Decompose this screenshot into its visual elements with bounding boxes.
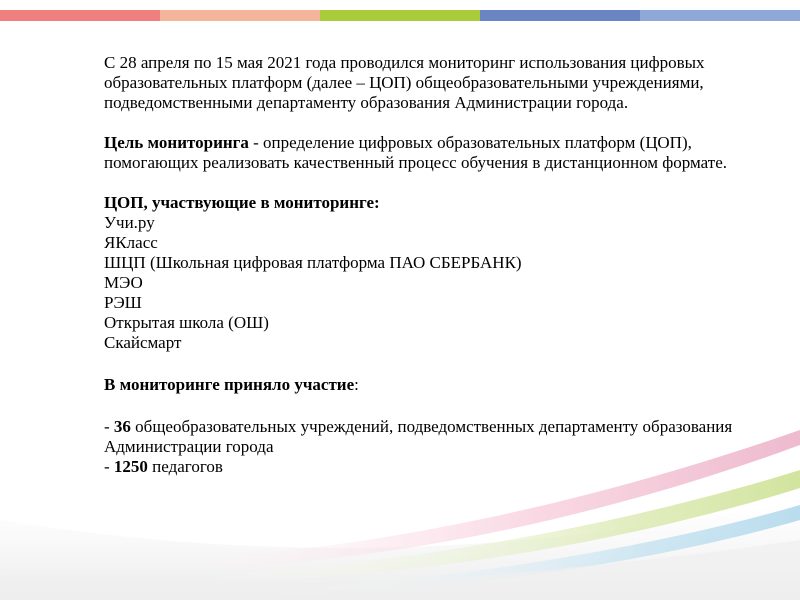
participation-item: - 36 общеобразовательных учреждений, подведомственных департаменту образования Администрации города <box>104 417 733 456</box>
platform-item: ЯКласс <box>104 233 158 252</box>
goal-paragraph <box>104 133 784 173</box>
platform-item: РЭШ <box>104 293 142 312</box>
platform-item: Открытая школа (ОШ) <box>104 313 269 332</box>
platform-item: Учи.ру <box>104 213 155 232</box>
platform-item: ШЦП (Школьная цифровая платформа ПАО СБЕРБАНК) <box>104 253 522 272</box>
goal-label: Цель мониторинга <box>104 133 249 152</box>
participation-item: - 1250 педагогов <box>104 457 223 476</box>
platform-item: Скайсмарт <box>104 333 182 352</box>
platforms-heading: ЦОП, участвующие в мониторинге: <box>104 193 380 212</box>
goal-text: - определение цифровых образовательных платформ (ЦОП), помогающих реализовать качественный процесс обучения в дистанционном формате. <box>104 133 727 172</box>
slide-text-body <box>104 53 784 477</box>
platform-item: МЭО <box>104 273 143 292</box>
intro-paragraph: С 28 апреля по 15 мая 2021 года проводился мониторинг использования цифровых образовательных платформ (далее – ЦОП) общеобразовательными учреждениями, подведомственными департаменту образования Администрации города. <box>104 53 705 112</box>
participation-heading: В мониторинге приняло участие: <box>104 375 359 394</box>
